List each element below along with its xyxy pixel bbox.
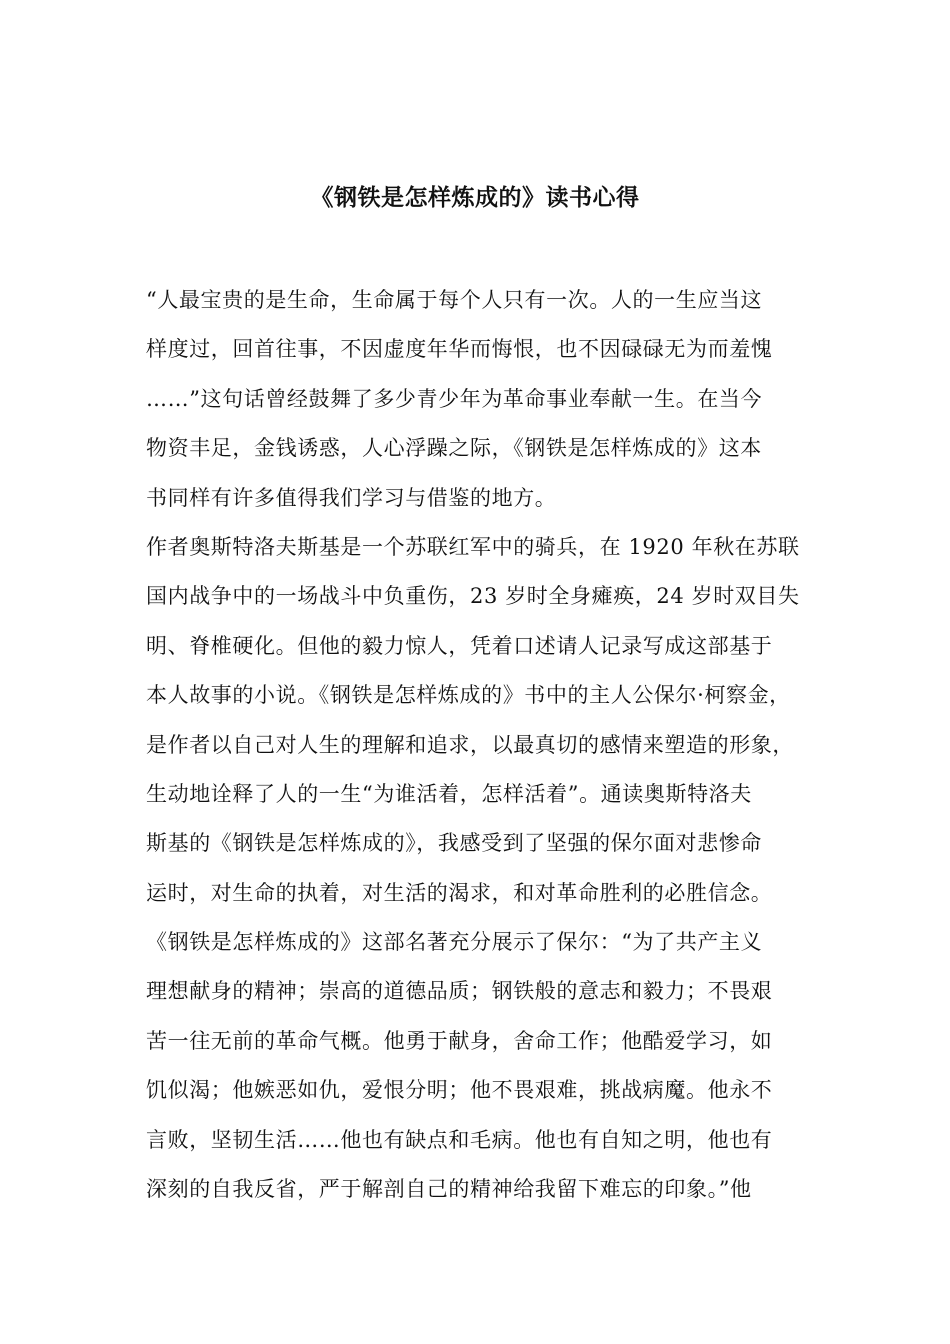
text-line: ……”这句话曾经鼓舞了多少青少年为革命事业奉献一生。在当今 — [146, 386, 763, 411]
text-line: 言败，坚韧生活……他也有缺点和毛病。他也有自知之明，他也有 — [146, 1127, 773, 1152]
text-line: 书同样有许多值得我们学习与借鉴的地方。 — [146, 485, 557, 510]
text-line: 饥似渴；他嫉恶如仇，爱恨分明；他不畏艰难，挑战病魔。他永不 — [146, 1078, 773, 1103]
text-line: 本人故事的小说。《钢铁是怎样炼成的》书中的主人公保尔·柯察金， — [146, 683, 791, 708]
text-line: 作者奥斯特洛夫斯基是一个苏联红军中的骑兵，在 1920 年秋在苏联 — [146, 534, 800, 559]
text-line: 样度过，回首往事，不因虚度年华而悔恨，也不因碌碌无为而羞愧 — [146, 337, 773, 362]
text-line: 理想献身的精神；崇高的道德品质；钢铁般的意志和毅力；不畏艰 — [146, 979, 773, 1004]
text-line: 生动地诠释了人的一生“为谁活着，怎样活着”。通读奥斯特洛夫 — [146, 781, 752, 806]
text-line: 《钢铁是怎样炼成的》这部名著充分展示了保尔：“为了共产主义 — [146, 930, 763, 955]
text-line: 运时，对生命的执着，对生活的渴求，和对革命胜利的必胜信念。 — [146, 880, 773, 905]
text-line: 国内战争中的一场战斗中负重伤，23 岁时全身瘫痪，24 岁时双目失 — [146, 584, 800, 609]
text-line: 是作者以自己对人生的理解和追求，以最真切的感情来塑造的形象， — [146, 732, 794, 757]
text-line: 斯基的《钢铁是怎样炼成的》，我感受到了坚强的保尔面对悲惨命 — [146, 831, 762, 856]
text-line: “人最宝贵的是生命，生命属于每个人只有一次。人的一生应当这 — [146, 288, 763, 312]
document-title: 《钢铁是怎样炼成的》读书心得 — [310, 185, 640, 211]
text-line: 苦一往无前的革命气概。他勇于献身，舍命工作；他酷爱学习，如 — [146, 1028, 773, 1053]
text-line: 深刻的自我反省，严于解剖自己的精神给我留下难忘的印象。”他 — [146, 1177, 752, 1202]
text-line: 物资丰足，金钱诱惑，人心浮躁之际，《钢铁是怎样炼成的》这本 — [146, 436, 762, 461]
document-body — [146, 283, 810, 1221]
text-line: 明、脊椎硬化。但他的毅力惊人，凭着口述请人记录写成这部基于 — [146, 633, 773, 658]
